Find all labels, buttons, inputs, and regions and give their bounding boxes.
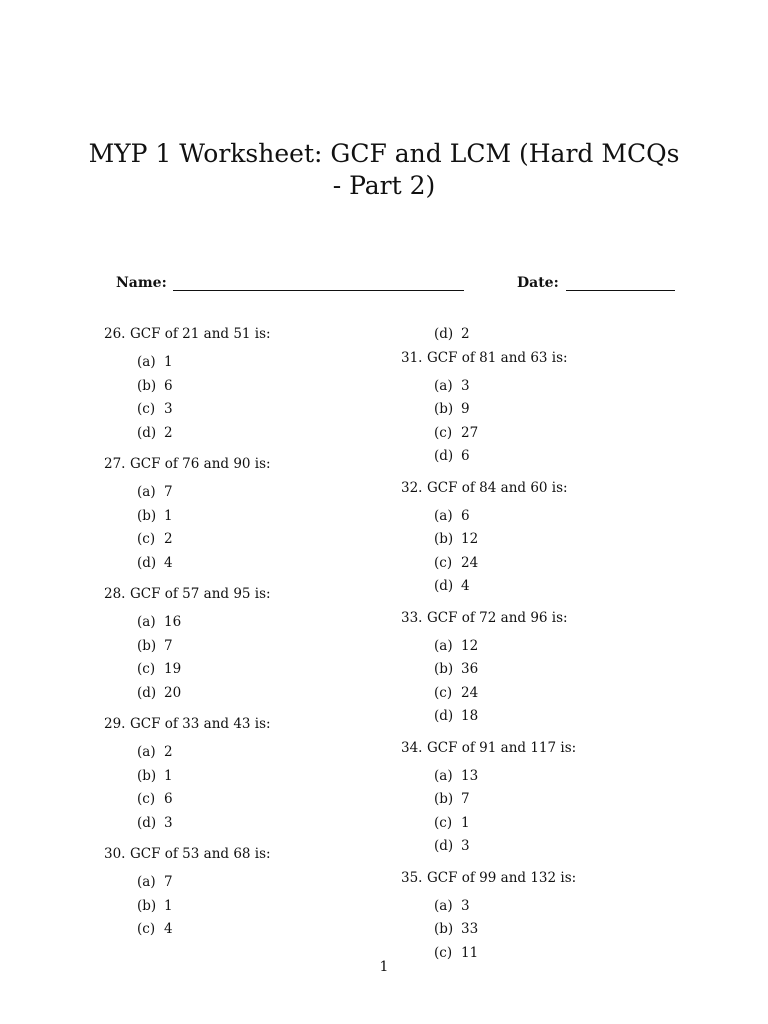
option-item xyxy=(434,636,701,660)
option-letter: (c) xyxy=(137,791,156,807)
left-question-column xyxy=(104,324,384,951)
option-item xyxy=(434,423,701,447)
question-number: 26. xyxy=(104,326,126,342)
question-stem xyxy=(401,868,701,890)
option-item xyxy=(137,423,384,447)
option-letter: (b) xyxy=(434,661,454,677)
option-list xyxy=(401,376,701,470)
option-value: 19 xyxy=(164,661,182,677)
question-stem xyxy=(401,348,701,370)
option-item xyxy=(434,376,701,400)
right-question-column xyxy=(401,324,701,974)
option-letter: (a) xyxy=(137,874,156,890)
option-letter: (c) xyxy=(434,554,453,571)
option-value: 12 xyxy=(461,637,479,654)
question-number: 28. xyxy=(104,586,126,602)
option-letter: (b) xyxy=(434,791,454,807)
option-list xyxy=(401,506,701,600)
question-stem xyxy=(401,738,701,760)
option-value: 1 xyxy=(164,767,173,784)
option-list xyxy=(104,482,384,576)
option-value: 24 xyxy=(461,684,479,701)
option-value: 27 xyxy=(461,424,479,441)
question-item xyxy=(401,348,701,470)
option-item xyxy=(434,506,701,530)
page-number: 1 xyxy=(379,959,389,975)
option-letter: (c) xyxy=(434,684,453,701)
question-text: GCF of 76 and 90 is: xyxy=(130,456,271,472)
option-item xyxy=(434,399,701,423)
question-item xyxy=(104,454,384,576)
option-letter: (c) xyxy=(137,401,156,417)
question-stem xyxy=(104,454,384,476)
option-value: 24 xyxy=(461,554,479,571)
question-item xyxy=(104,324,384,446)
option-item xyxy=(137,612,384,636)
option-letter: (d) xyxy=(434,708,454,724)
question-item xyxy=(401,478,701,600)
option-letter: (d) xyxy=(434,448,454,464)
option-letter: (a) xyxy=(434,507,453,524)
option-value: 7 xyxy=(164,637,173,654)
question-number: 33. xyxy=(401,609,423,626)
option-item xyxy=(137,529,384,553)
option-value: 11 xyxy=(461,944,479,961)
option-item xyxy=(434,706,701,730)
question-stem xyxy=(401,478,701,500)
question-number: 29. xyxy=(104,716,126,732)
option-letter: (b) xyxy=(137,637,157,654)
question-stem xyxy=(104,714,384,736)
question-text: GCF of 84 and 60 is: xyxy=(427,479,568,496)
option-value: 1 xyxy=(164,897,173,914)
question-number: 27. xyxy=(104,456,126,472)
option-letter: (d) xyxy=(137,684,157,701)
option-list xyxy=(104,872,384,943)
option-item xyxy=(137,553,384,577)
option-value: 12 xyxy=(461,531,479,547)
option-item xyxy=(434,659,701,683)
question-text: GCF of 99 and 132 is: xyxy=(427,869,577,886)
option-value: 4 xyxy=(461,578,470,594)
option-item xyxy=(137,636,384,660)
option-value: 3 xyxy=(461,838,470,854)
option-item xyxy=(137,482,384,506)
question-text: GCF of 33 and 43 is: xyxy=(130,716,271,732)
option-item xyxy=(137,683,384,707)
option-letter: (c) xyxy=(137,661,156,677)
option-value: 36 xyxy=(461,661,479,677)
question-text: GCF of 72 and 96 is: xyxy=(427,609,568,626)
option-letter: (d) xyxy=(434,838,454,854)
option-item xyxy=(137,659,384,683)
option-item xyxy=(434,576,701,600)
option-value: 6 xyxy=(461,448,470,464)
option-item xyxy=(434,919,701,943)
option-value: 2 xyxy=(164,531,173,547)
option-value: 33 xyxy=(461,921,479,937)
option-value: 6 xyxy=(164,791,173,807)
question-stem xyxy=(401,608,701,630)
question-number: 35. xyxy=(401,869,423,886)
option-letter: (d) xyxy=(434,326,454,342)
option-letter: (d) xyxy=(137,814,157,831)
name-label: Name: xyxy=(116,275,167,291)
option-item xyxy=(434,766,701,790)
option-list xyxy=(104,742,384,836)
option-item xyxy=(137,352,384,376)
option-list xyxy=(401,766,701,860)
option-item xyxy=(137,919,384,943)
option-letter: (a) xyxy=(434,637,453,654)
option-letter: (d) xyxy=(137,424,157,441)
date-field-line[interactable] xyxy=(566,290,675,291)
question-number: 34. xyxy=(401,739,423,756)
option-item xyxy=(137,813,384,837)
option-value: 9 xyxy=(461,401,470,417)
option-letter: (d) xyxy=(434,578,454,594)
question-number: 31. xyxy=(401,349,423,366)
option-item xyxy=(137,742,384,766)
option-list xyxy=(401,636,701,730)
option-item xyxy=(434,896,701,920)
option-value: 7 xyxy=(461,791,470,807)
option-letter: (c) xyxy=(434,944,453,961)
option-value: 3 xyxy=(164,401,173,417)
option-value: 13 xyxy=(461,767,479,784)
option-item xyxy=(434,683,701,707)
question-text: GCF of 81 and 63 is: xyxy=(427,349,568,366)
question-number: 30. xyxy=(104,846,126,862)
option-value: 1 xyxy=(164,507,173,524)
option-list xyxy=(401,896,701,967)
question-text: GCF of 57 and 95 is: xyxy=(130,586,271,602)
option-item xyxy=(434,836,701,860)
option-value: 20 xyxy=(164,684,182,701)
option-letter: (c) xyxy=(434,814,453,831)
option-letter: (b) xyxy=(137,377,157,394)
option-item xyxy=(434,324,701,348)
option-value: 6 xyxy=(461,507,470,524)
question-text: GCF of 53 and 68 is: xyxy=(130,846,271,862)
option-item xyxy=(137,872,384,896)
option-value: 3 xyxy=(461,897,470,914)
option-letter: (b) xyxy=(137,507,157,524)
question-item xyxy=(104,584,384,706)
option-letter: (a) xyxy=(434,377,453,394)
option-item xyxy=(434,529,701,553)
option-list xyxy=(104,352,384,446)
option-value: 2 xyxy=(461,326,470,342)
option-letter: (a) xyxy=(434,767,453,784)
option-letter: (a) xyxy=(137,484,156,500)
question-item xyxy=(401,868,701,967)
option-letter: (c) xyxy=(137,921,156,937)
option-letter: (a) xyxy=(137,744,156,760)
option-value: 7 xyxy=(164,874,173,890)
option-letter: (b) xyxy=(137,767,157,784)
option-item xyxy=(137,789,384,813)
option-letter: (b) xyxy=(434,401,454,417)
worksheet-title: MYP 1 Worksheet: GCF and LCM (Hard MCQs - Part 2) xyxy=(88,139,680,200)
option-value: 4 xyxy=(164,921,173,937)
option-value: 4 xyxy=(164,554,173,571)
option-letter: (a) xyxy=(434,897,453,914)
option-item xyxy=(137,896,384,920)
option-item xyxy=(137,399,384,423)
option-letter: (b) xyxy=(434,921,454,937)
option-value: 2 xyxy=(164,744,173,760)
option-value: 6 xyxy=(164,377,173,394)
option-list xyxy=(104,612,384,706)
option-value: 3 xyxy=(164,814,173,831)
option-letter: (a) xyxy=(137,354,156,370)
option-letter: (a) xyxy=(137,614,156,630)
option-item xyxy=(434,813,701,837)
continued-options xyxy=(401,324,701,348)
option-letter: (c) xyxy=(434,424,453,441)
question-text: GCF of 21 and 51 is: xyxy=(130,326,271,342)
option-item xyxy=(434,446,701,470)
option-item xyxy=(137,766,384,790)
option-item xyxy=(137,506,384,530)
question-item xyxy=(104,714,384,836)
name-field-line[interactable] xyxy=(173,290,464,291)
option-item xyxy=(434,789,701,813)
option-item xyxy=(137,376,384,400)
option-letter: (b) xyxy=(137,897,157,914)
option-value: 18 xyxy=(461,708,479,724)
option-letter: (b) xyxy=(434,531,454,547)
option-value: 2 xyxy=(164,424,173,441)
question-item xyxy=(401,608,701,730)
question-item xyxy=(104,844,384,943)
option-value: 16 xyxy=(164,614,182,630)
option-value: 7 xyxy=(164,484,173,500)
option-value: 1 xyxy=(164,354,173,370)
option-value: 3 xyxy=(461,377,470,394)
question-item xyxy=(401,738,701,860)
option-item xyxy=(434,553,701,577)
question-text: GCF of 91 and 117 is: xyxy=(427,739,577,756)
option-value: 1 xyxy=(461,814,470,831)
date-label: Date: xyxy=(517,275,559,291)
question-stem xyxy=(104,324,384,346)
option-letter: (c) xyxy=(137,531,156,547)
question-stem xyxy=(104,844,384,866)
question-number: 32. xyxy=(401,479,423,496)
option-letter: (d) xyxy=(137,554,157,571)
question-stem xyxy=(104,584,384,606)
